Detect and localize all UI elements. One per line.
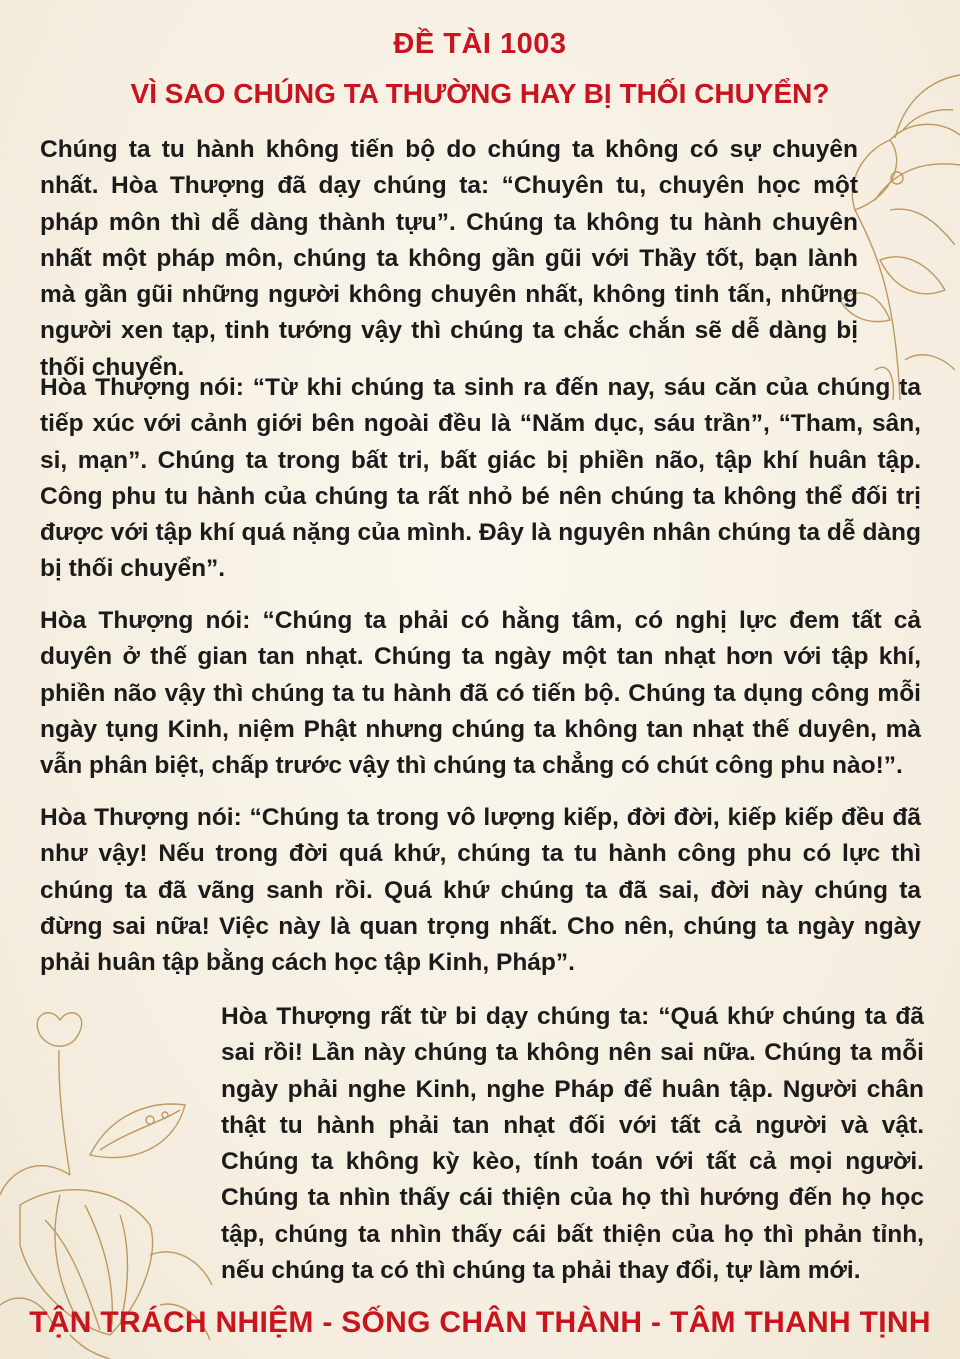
paragraph-1: Chúng ta tu hành không tiến bộ do chúng ta không có sự chuyên nhất. Hòa Thượng đã dạy chúng ta: “Chuyên tu, chuyên học một pháp môn thì dễ dàng thành tựu”. Chúng ta không tu hành chuyên nhất một pháp môn, chúng ta không gần gũi với Thầy tốt, bạn lành mà gần gũi những người không chuyên nhất, không tinh tấn, những người xen tạp, tinh tướng vậy thì chúng ta chắc chắn sẽ dễ dàng bị thối chuyển. bbox=[40, 136, 858, 381]
paragraph-3: Hòa Thượng nói: “Chúng ta phải có hằng tâm, có nghị lực đem tất cả duyên ở thế gian tan nhạt. Chúng ta ngày một tan nhạt hơn với tập khí, phiền não vậy thì chúng ta tu hành đã có tiến bộ. Chúng ta dụng công mỗi ngày tụng Kinh, niệm Phật nhưng chúng ta không tan nhạt thế duyên, mà vẫn phân biệt, chấp trước vậy thì chúng ta chẳng có chút công phu nào!”. bbox=[40, 607, 921, 780]
paragraph-4: Hòa Thượng nói: “Chúng ta trong vô lượng kiếp, đời đời, kiếp kiếp đều đã như vậy! Nếu trong đời quá khứ, chúng ta tu hành công phu có lực thì chúng ta đã vãng sanh rồi. Quá khứ chúng ta đã sai, đời này chúng ta đừng sai nữa! Việc này là quan trọng nhất. Cho nên, chúng ta ngày ngày phải huân tập bằng cách học tập Kinh, Pháp”. bbox=[40, 804, 921, 977]
document-title: ĐỀ TÀI 1003 bbox=[393, 28, 567, 60]
footer-motto: TẬN TRÁCH NHIỆM - SỐNG CHÂN THÀNH - TÂM THANH TỊNH bbox=[29, 1306, 931, 1339]
document-subtitle: VÌ SAO CHÚNG TA THƯỜNG HAY BỊ THỐI CHUYỂN? bbox=[130, 78, 830, 109]
paragraph-5: Hòa Thượng rất từ bi dạy chúng ta: “Quá khứ chúng ta đã sai rồi! Lần này chúng ta không nên sai nữa. Chúng ta mỗi ngày phải nghe Kinh, nghe Pháp để huân tập. Người chân thật tu hành phải tan nhạt đối với tất cả người và vật. Chúng ta không kỳ kèo, tính toán với tất cả mọi người. Chúng ta nhìn thấy cái thiện của họ thì hướng đến họ học tập, chúng ta nhìn thấy cái bất thiện của họ thì phản tỉnh, nếu chúng ta có thì chúng ta phải thay đổi, tự làm mới. bbox=[221, 1003, 924, 1285]
paragraph-2: Hòa Thượng nói: “Từ khi chúng ta sinh ra đến nay, sáu căn của chúng ta tiếp xúc với cảnh giới bên ngoài đều là “Năm dục, sáu trần”, “Tham, sân, si, mạn”. Chúng ta trong bất tri, bất giác bị phiền não, tập khí huân tập. Công phu tu hành của chúng ta rất nhỏ bé nên chúng ta không thể đối trị được với tập khí quá nặng của mình. Đây là nguyên nhân chúng ta dễ dàng bị thối chuyển”. bbox=[40, 374, 921, 583]
